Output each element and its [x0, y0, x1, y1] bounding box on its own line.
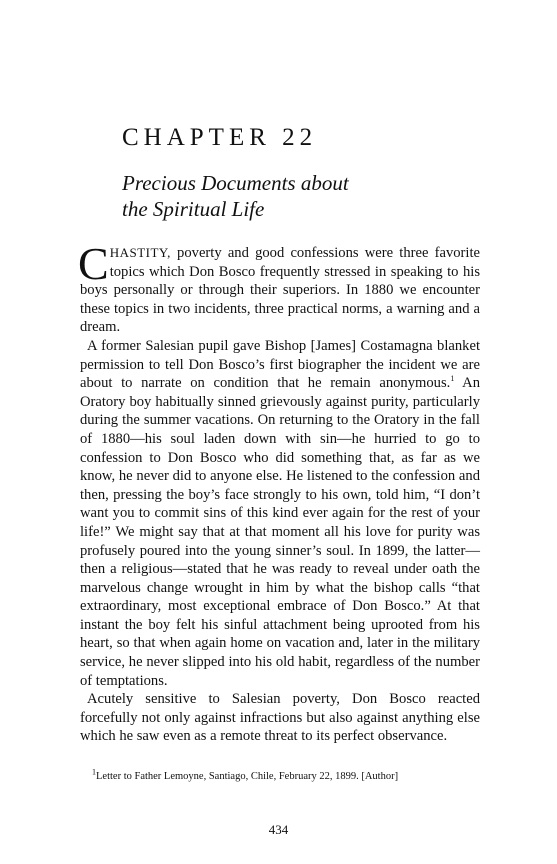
body-text: [78, 238, 480, 746]
page-number: 434: [268, 822, 289, 837]
footnote-reference: 1: [450, 374, 455, 384]
paragraph-1-text: poverty and good confessions were three favorite topics which Don Bosco frequently stressed in speaking to his boys personally or through their superiors. In 1880 we encounter these topics in two incidents, three practical norms, a warning and a dream.: [80, 245, 480, 336]
paragraph-2-text-continued: An Oratory boy habitually sinned grievously against purity, particularly during the summer vacations. On returning to the Oratory in the fall of 1880—his soul laden down with sin—he hurried to go to confession to Don Bosco who did something that, as far as we know, he never did to anyone else. He listened to the confession and then, pressing the boy’s face strongly to his own, told him, “I don’t want you to commit sins of this kind ever again for the rest of your life!” We might say that at that moment all his love for purity was profusely poured into the young sinner’s soul. In 1899, the latter—then a religious—stated that he was ready to reveal under oath the marvelous change wrought in him by what the bishop calls “that extraordinary, most exceptional embrace of Don Bosco.” At that instant the boy felt his sinful attachment being uprooted from his heart, so that when again home on vacation and, later in the military service, he never slipped into his old habit, regardless of the number of temptations.: [80, 375, 480, 689]
footnote-marker: 1: [92, 767, 96, 777]
footnote: [92, 767, 512, 782]
paragraph-2: [80, 337, 480, 690]
paragraph-3: [80, 690, 480, 746]
chapter-title: [122, 170, 349, 222]
chapter-heading: CHAPTER 22: [122, 124, 318, 151]
chapter-title-line-2: the Spiritual Life: [122, 197, 265, 221]
chapter-title-line-1: Precious Documents about: [122, 171, 349, 195]
paragraph-3-text: Acutely sensitive to Salesian poverty, Don Bosco reacted forcefully not only against infractions but also against anything else which he saw even as a remote threat to its perfect observance.: [80, 691, 480, 745]
drop-cap: C: [78, 238, 109, 289]
paragraph-2-text: A former Salesian pupil gave Bishop [James] Costamagna blanket permission to tell Don Bosco’s first biographer the incident we are about to narrate on condition that he remain anonymous.: [80, 337, 480, 392]
paragraph-lead-word: HASTITY,: [109, 245, 171, 260]
footnote-text: Letter to Father Lemoyne, Santiago, Chile, February 22, 1899. [Author]: [96, 771, 399, 782]
paragraph-1: [78, 238, 480, 337]
